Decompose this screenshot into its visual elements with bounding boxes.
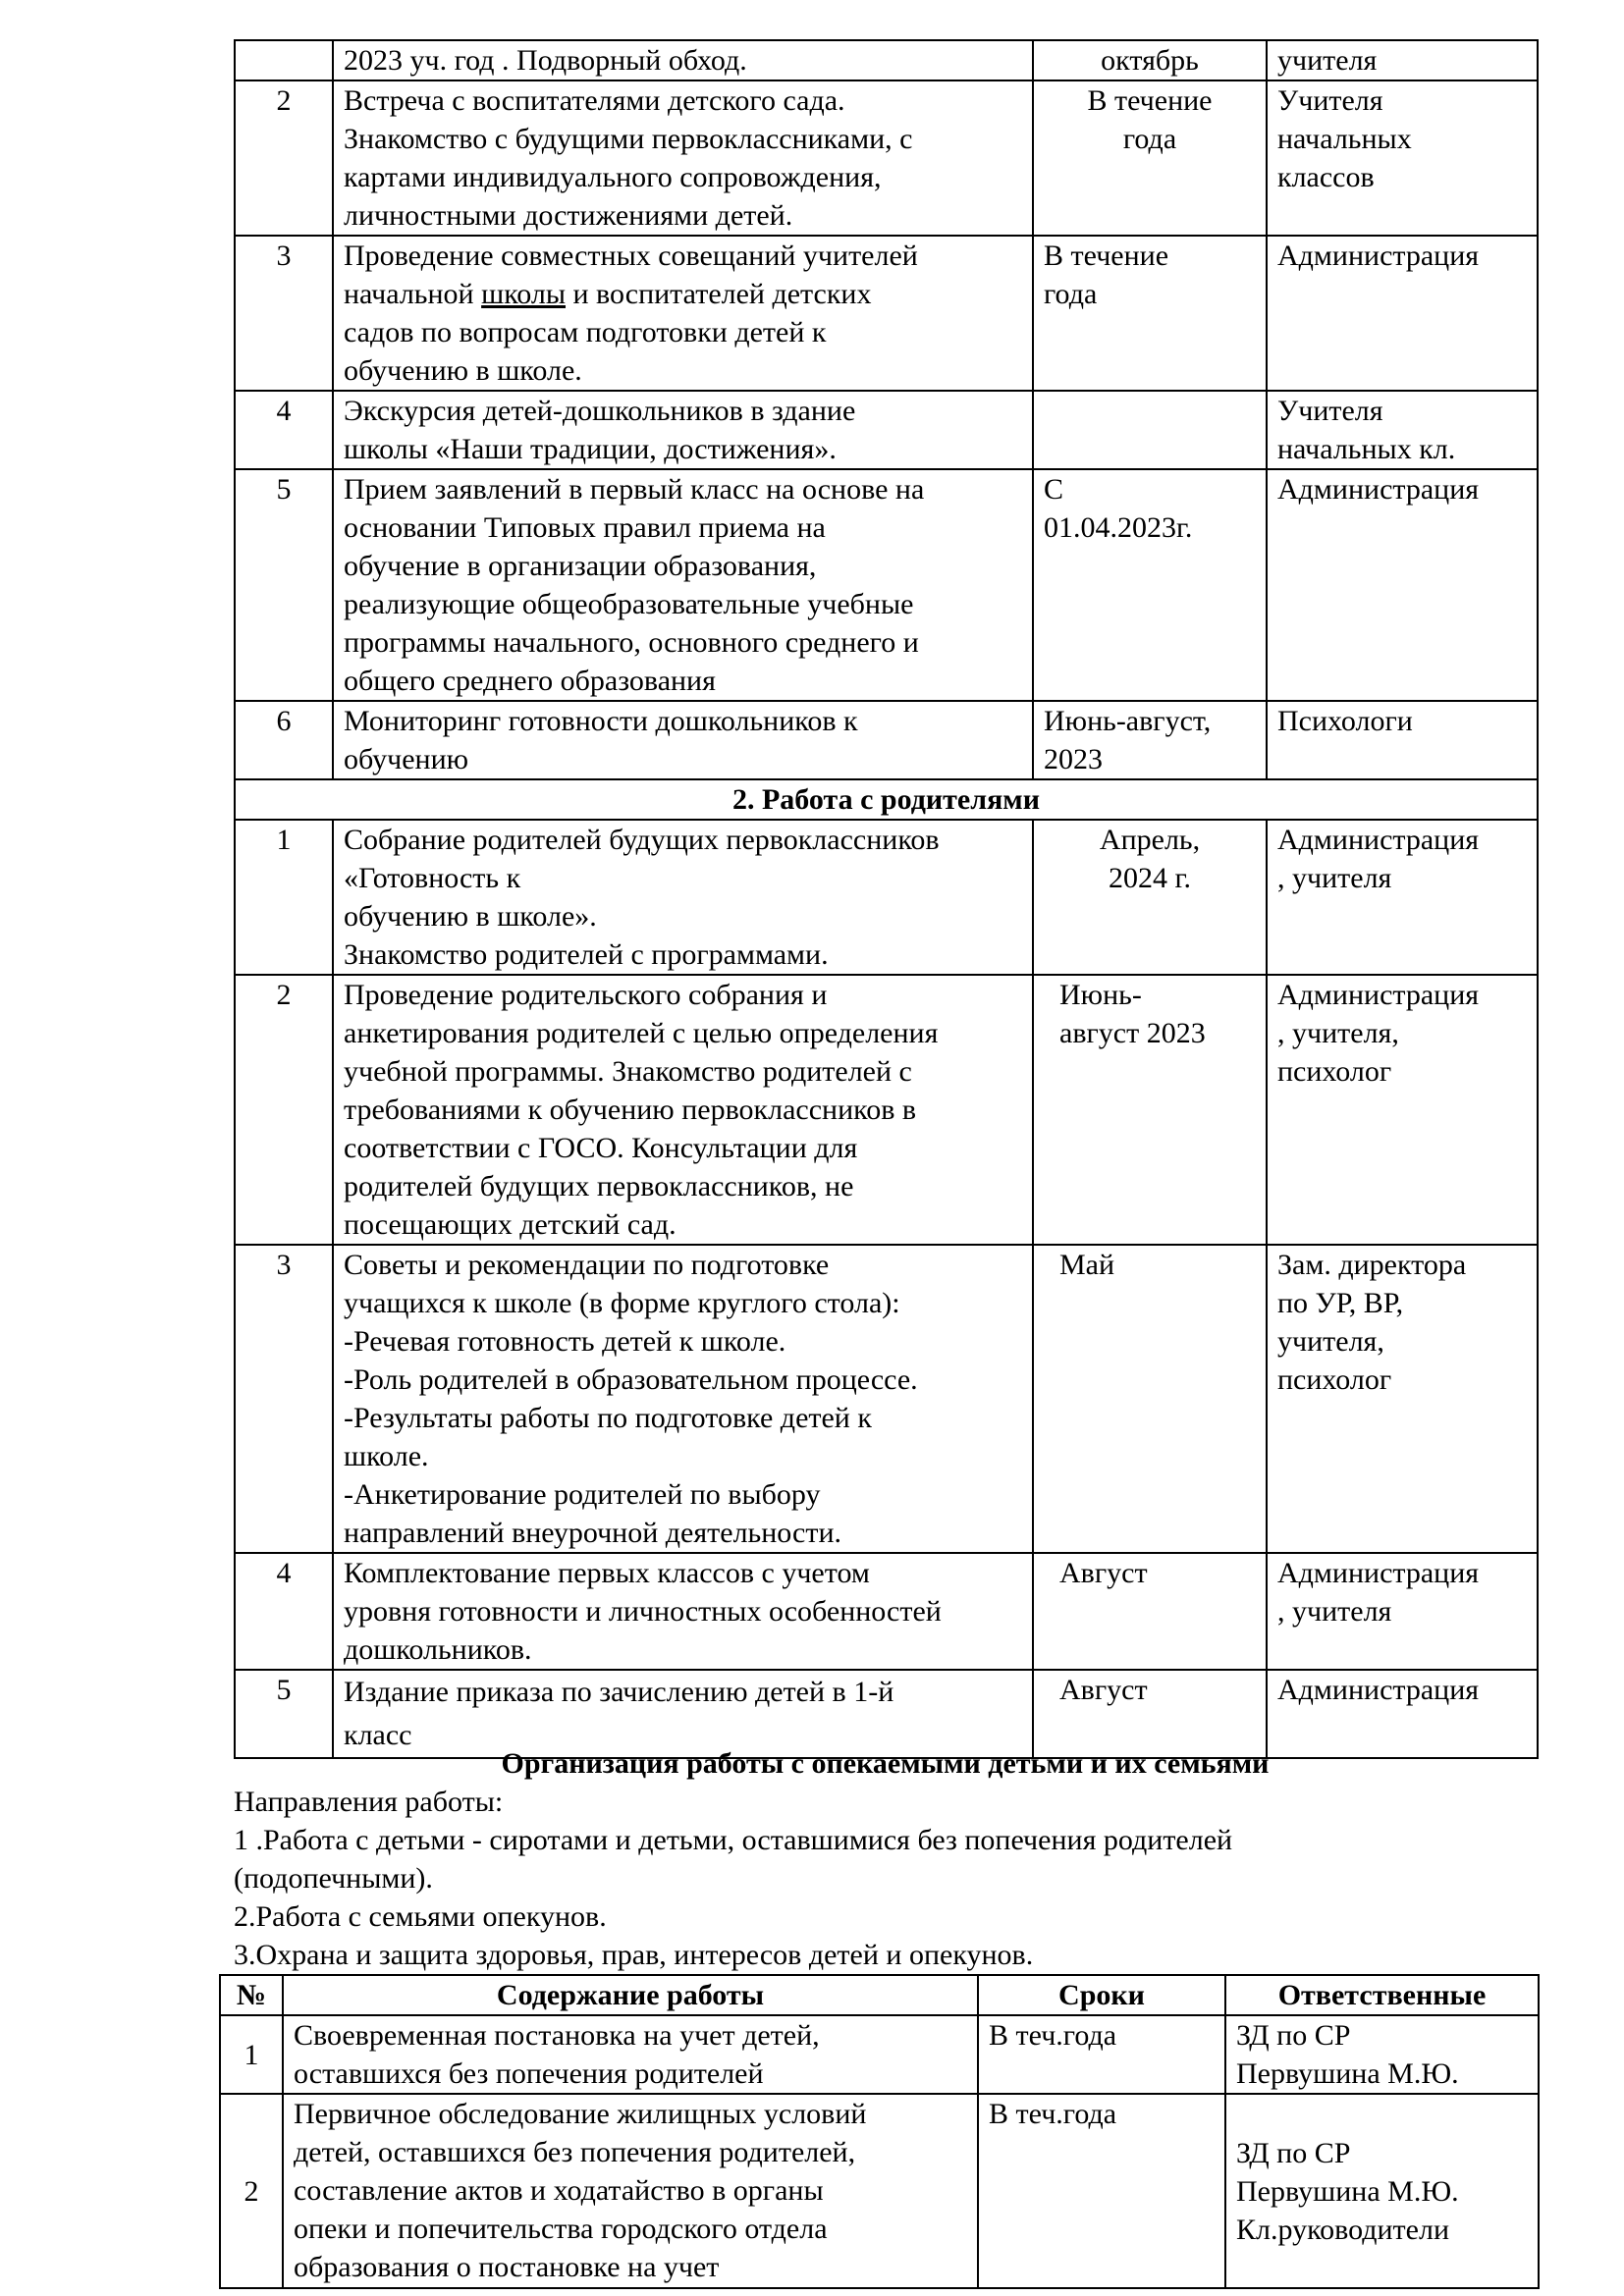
direction-item-1-cont: (подопечными). [234, 1862, 433, 1895]
row-term: В течение года [1033, 80, 1267, 236]
row-term: В течение года [1033, 236, 1267, 391]
table-row [235, 820, 1538, 975]
direction-item-3: 3.Охрана и защита здоровья, прав, интересов детей и опекунов. [234, 1939, 1034, 1971]
table-row [220, 2015, 1539, 2094]
row-responsible: Администрация , учителя [1267, 820, 1538, 975]
row-number: 2 [235, 975, 333, 1245]
section-title: 2. Работа с родителями [235, 779, 1538, 820]
school-readiness-table [234, 39, 1539, 1759]
header-term: Сроки [978, 1975, 1225, 2015]
row-term: В теч.года [978, 2015, 1225, 2094]
directions-intro: Направления работы: [234, 1786, 504, 1818]
row-content: Издание приказа по зачислению детей в 1-й класс [333, 1670, 1033, 1758]
row-content: Проведение родительского собрания и анкетирования родителей с целью определения учебной программы. Знакомство родителей с требованиями к обучению первоклассников в соответствии с ГОСО. Консультации для родителей будущих первоклассников, не посещающих детский сад. [333, 975, 1033, 1245]
row-number: 1 [220, 2015, 283, 2094]
row-responsible: учителя [1267, 40, 1538, 80]
row-number: 3 [235, 1245, 333, 1553]
table-row [235, 469, 1538, 701]
direction-item-2: 2.Работа с семьями опекунов. [234, 1900, 607, 1933]
row-responsible: Администрация , учителя, психолог [1267, 975, 1538, 1245]
table-header-row [220, 1975, 1539, 2015]
row-number: 4 [235, 391, 333, 469]
row-responsible: Администрация [1267, 469, 1538, 701]
table-row [235, 236, 1538, 391]
row-term [1033, 391, 1267, 469]
table-row [235, 701, 1538, 779]
row-number: 2 [235, 80, 333, 236]
row-content: Советы и рекомендации по подготовке учащихся к школе (в форме круглого стола): -Речевая готовность детей к школе. -Роль родителей в образовательном процессе. -Результаты работы по подготовке детей к школе. -Анкетирование родителей по выбору направлений внеурочной деятельности. [333, 1245, 1033, 1553]
row-term: С 01.04.2023г. [1033, 469, 1267, 701]
row-number: 2 [220, 2094, 283, 2288]
row-term: октябрь [1033, 40, 1267, 80]
row-term: Июнь-август, 2023 [1033, 701, 1267, 779]
row-content-part: и воспитателей детских садов по вопросам подготовки детей к обучению в школе. [344, 278, 872, 387]
table-row [235, 1245, 1538, 1553]
row-term: Август [1033, 1553, 1267, 1670]
row-term: Апрель, 2024 г. [1033, 820, 1267, 975]
table-row [220, 2094, 1539, 2288]
header-responsible: Ответственные [1225, 1975, 1539, 2015]
row-number [235, 40, 333, 80]
guardianship-table [219, 1974, 1540, 2289]
row-responsible: Администрация , учителя [1267, 1553, 1538, 1670]
row-content [333, 236, 1033, 391]
row-number: 6 [235, 701, 333, 779]
row-responsible: ЗД по СР Первушина М.Ю. [1225, 2015, 1539, 2094]
row-content: Мониторинг готовности дошкольников к обучению [333, 701, 1033, 779]
row-content: Встреча с воспитателями детского сада. Знакомство с будущими первоклассниками, с картами индивидуального сопровождения, личностными достижениями детей. [333, 80, 1033, 236]
row-responsible: Администрация [1267, 236, 1538, 391]
section-header-row [235, 779, 1538, 820]
row-content-underlined: школы [481, 278, 566, 310]
table-row [235, 80, 1538, 236]
row-term: В теч.года [978, 2094, 1225, 2288]
row-content: Экскурсия детей-дошкольников в здание школы «Наши традиции, достижения». [333, 391, 1033, 469]
row-content: Своевременная постановка на учет детей, оставшихся без попечения родителей [283, 2015, 978, 2094]
header-num: № [220, 1975, 283, 2015]
row-responsible: Зам. директора по УР, ВР, учителя, психолог [1267, 1245, 1538, 1553]
row-content: Комплектование первых классов с учетом уровня готовности и личностных особенностей дошкольников. [333, 1553, 1033, 1670]
row-content: 2023 уч. год . Подворный обход. [333, 40, 1033, 80]
direction-item-1: 1 .Работа с детьми - сиротами и детьми, оставшимися без попечения родителей [234, 1824, 1233, 1856]
row-content-part: Проведение совместных совещаний учителей начальной [344, 240, 918, 310]
row-term: Июнь- август 2023 [1033, 975, 1267, 1245]
table-row [235, 40, 1538, 80]
row-content: Прием заявлений в первый класс на основе на основании Типовых правил приема на обучение в организации образования, реализующие общеобразовательные учебные программы начального, основного среднего и общего среднего образования [333, 469, 1033, 701]
row-responsible: Психологи [1267, 701, 1538, 779]
row-number: 5 [235, 1670, 333, 1758]
row-responsible: Учителя начальных классов [1267, 80, 1538, 236]
row-number: 1 [235, 820, 333, 975]
header-content: Содержание работы [283, 1975, 978, 2015]
row-term: Август [1033, 1670, 1267, 1758]
row-number: 4 [235, 1553, 333, 1670]
row-content: Собрание родителей будущих первоклассников «Готовность к обучению в школе». Знакомство родителей с программами. [333, 820, 1033, 975]
table-row [235, 391, 1538, 469]
table-row [235, 975, 1538, 1245]
row-term: Май [1033, 1245, 1267, 1553]
table-row [235, 1553, 1538, 1670]
row-content: Первичное обследование жилищных условий детей, оставшихся без попечения родителей, составление актов и ходатайство в органы опеки и попечительства городского отдела образования о постановке на учет [283, 2094, 978, 2288]
row-responsible: Администрация [1267, 1670, 1538, 1758]
row-number: 3 [235, 236, 333, 391]
section-heading: Организация работы с опекаемыми детьми и их семьями [501, 1747, 1270, 1780]
row-responsible: Учителя начальных кл. [1267, 391, 1538, 469]
row-number: 5 [235, 469, 333, 701]
row-responsible: ЗД по СР Первушина М.Ю. Кл.руководители [1225, 2094, 1539, 2288]
